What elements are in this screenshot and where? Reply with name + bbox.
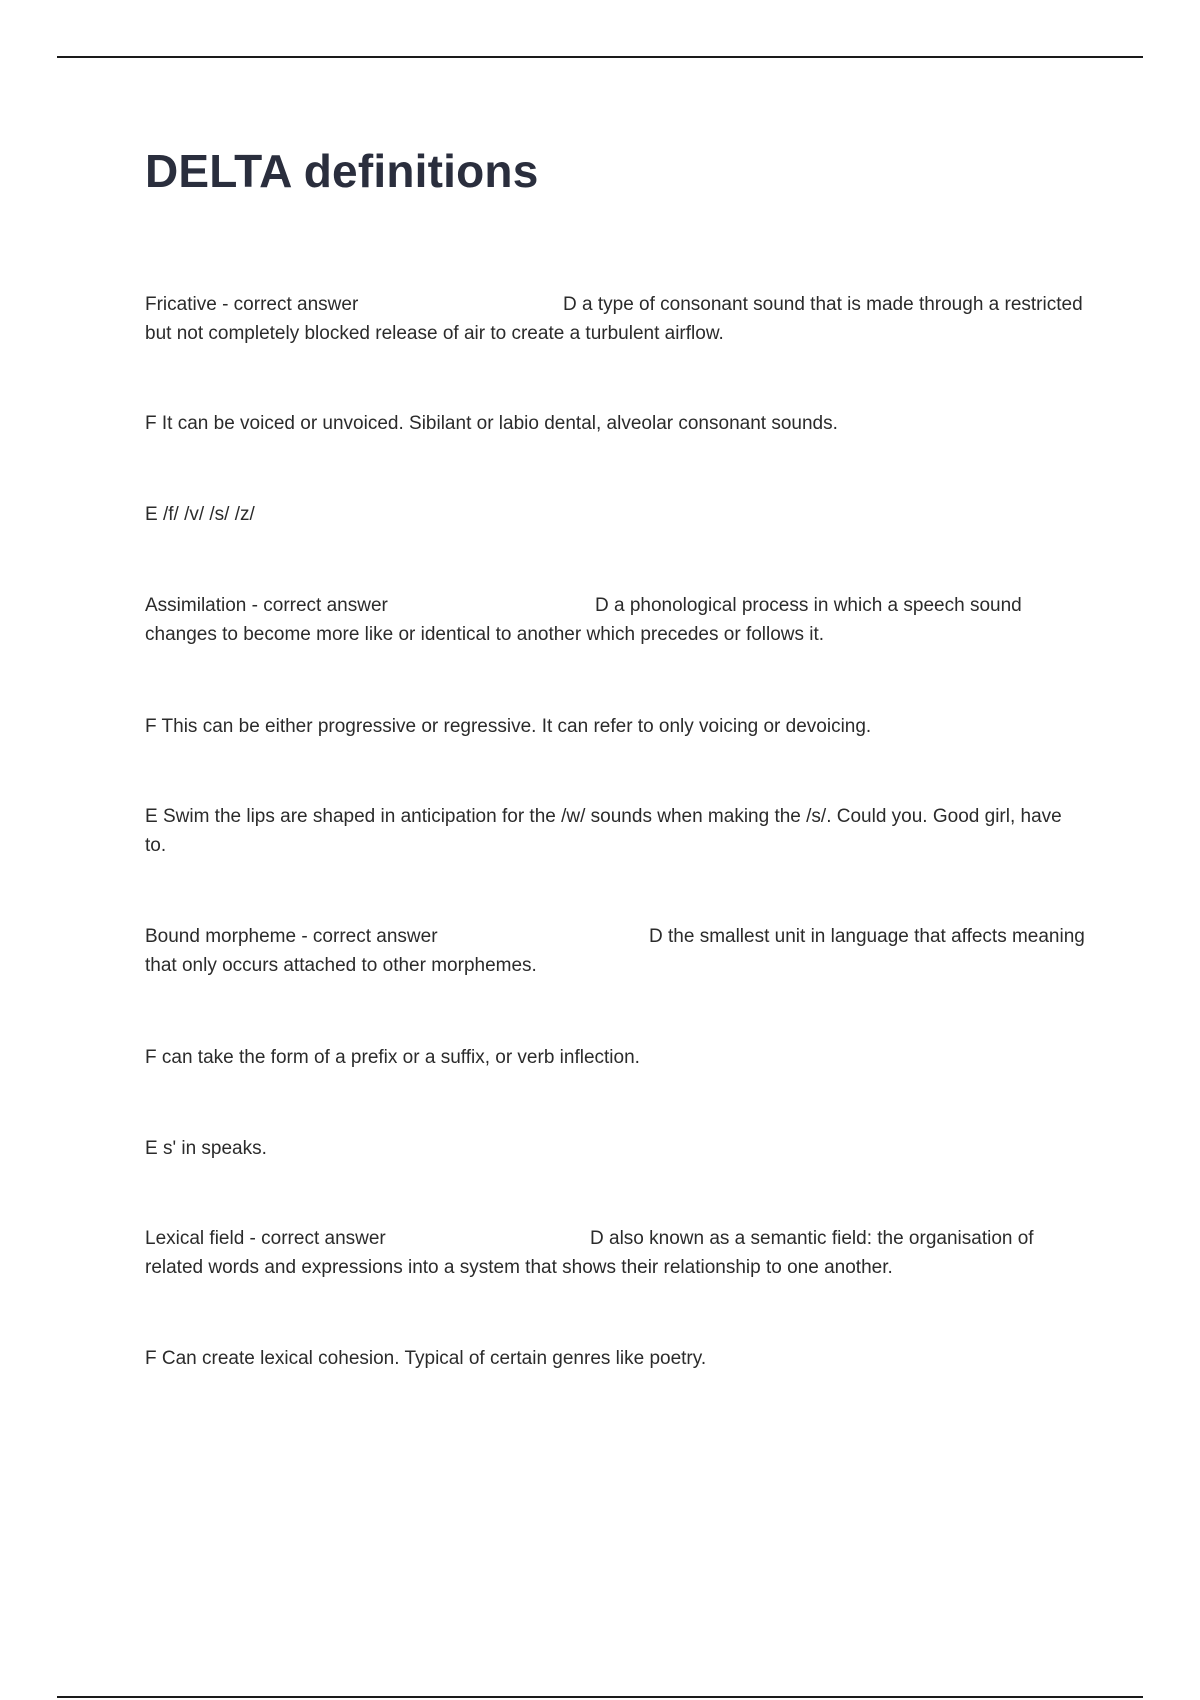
page-bottom-rule bbox=[57, 1696, 1143, 1698]
entry-function-fricative: F It can be voiced or unvoiced. Sibilant or labio dental, alveolar consonant sounds. bbox=[145, 413, 838, 434]
page-title: DELTA definitions bbox=[145, 145, 539, 197]
entry-definition-fricative bbox=[145, 291, 1085, 348]
definition-text-fricative: D a type of consonant sound that is made through a restricted but not completely blocked release of air to create a turbulent airflow. bbox=[145, 294, 1083, 344]
entry-definition-lexical-field bbox=[145, 1225, 1085, 1282]
term-label-bound-morpheme: Bound morpheme - correct answer bbox=[145, 926, 438, 947]
definition-text-assimilation: D a phonological process in which a speech sound changes to become more like or identical to another which precedes or follows it. bbox=[145, 595, 1022, 645]
entry-definition-assimilation bbox=[145, 592, 1085, 649]
definition-text-lexical-field: D also known as a semantic field: the organisation of related words and expressions into a system that shows their relationship to one another. bbox=[145, 1228, 1034, 1278]
entry-function-bound-morpheme: F can take the form of a prefix or a suffix, or verb inflection. bbox=[145, 1047, 640, 1068]
page-top-rule bbox=[57, 56, 1143, 58]
term-label-fricative: Fricative - correct answer bbox=[145, 294, 359, 315]
entry-example-assimilation: E Swim the lips are shaped in anticipation for the /w/ sounds when making the /s/. Could you. Good girl, have to. bbox=[145, 806, 1062, 856]
entry-definition-bound-morpheme bbox=[145, 923, 1085, 980]
entry-function-lexical-field: F Can create lexical cohesion. Typical of certain genres like poetry. bbox=[145, 1348, 707, 1369]
entry-function-assimilation: F This can be either progressive or regressive. It can refer to only voicing or devoicing. bbox=[145, 716, 872, 737]
definition-text-bound-morpheme: D the smallest unit in language that affects meaning that only occurs attached to other morphemes. bbox=[145, 926, 1085, 976]
term-label-lexical-field: Lexical field - correct answer bbox=[145, 1228, 386, 1249]
entry-example-bound-morpheme: E s' in speaks. bbox=[145, 1138, 267, 1159]
term-label-assimilation: Assimilation - correct answer bbox=[145, 595, 388, 616]
entry-example-fricative: E /f/ /v/ /s/ /z/ bbox=[145, 504, 255, 525]
